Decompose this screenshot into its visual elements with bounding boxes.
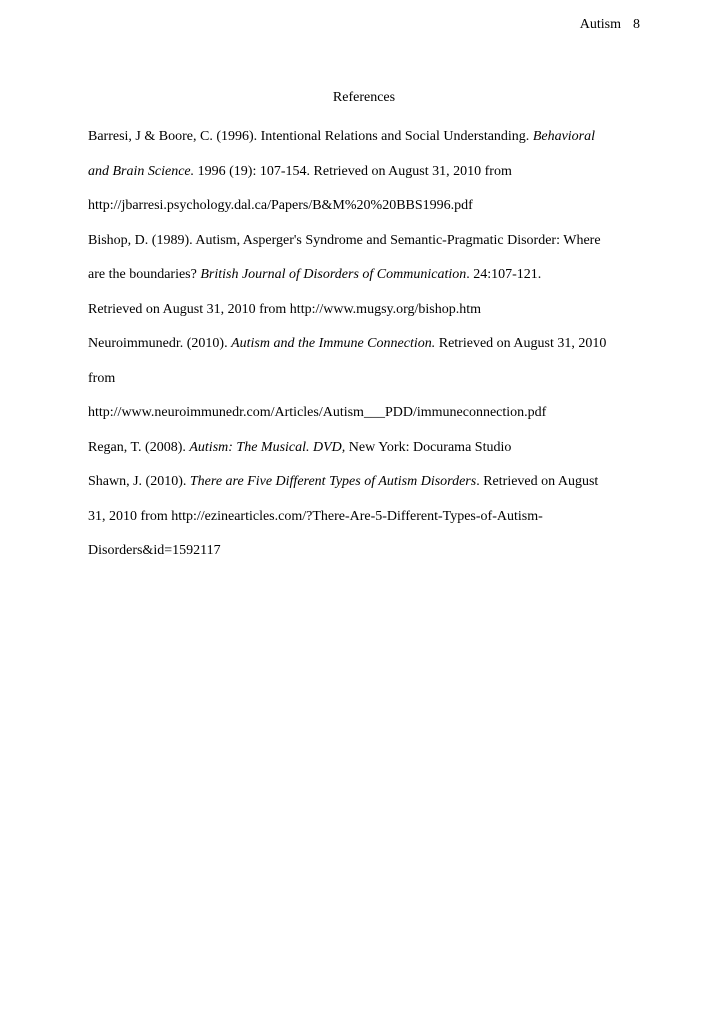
- reference-line: [88, 500, 643, 535]
- reference-text: . Retrieved on August: [476, 474, 599, 489]
- italic-text: Behavioral: [532, 129, 596, 144]
- reference-line: [88, 534, 643, 569]
- reference-line: [88, 431, 643, 466]
- reference-text: Regan, T. (2008).: [88, 439, 190, 455]
- reference-text: http://www.neuroimmunedr.com/Articles/Autism___PDD/immuneconnection.pdf: [88, 405, 547, 420]
- reference-text: Barresi, J & Boore, C. (1996). Intentional Relations and Social Understanding.: [88, 129, 533, 144]
- italic-text: There are Five Different Types of Autism Disorders: [189, 474, 477, 489]
- reference-text: from: [88, 370, 116, 386]
- reference-text: Neuroimmunedr. (2010).: [88, 336, 232, 351]
- italic-text: Autism and the Immune Connection.: [231, 336, 436, 351]
- reference-text: New York: Docurama Studio: [345, 439, 512, 455]
- reference-text: http://jbarresi.psychology.dal.ca/Papers/B&M%20%20BBS1996.pdf: [88, 198, 473, 213]
- italic-text: British Journal of Disorders of Communication: [200, 267, 467, 282]
- reference-text: Retrieved on August 31, 2010: [435, 336, 607, 351]
- italic-text: Autism: The Musical. DVD,: [189, 439, 346, 455]
- reference-line: [88, 362, 643, 397]
- running-head: [580, 15, 640, 35]
- reference-text: 31, 2010 from http://ezinearticles.com/?There-Are-5-Different-Types-of-Autism-: [88, 508, 543, 524]
- running-title: Autism: [579, 17, 621, 32]
- page-number: 8: [633, 17, 640, 32]
- reference-entry: [88, 224, 643, 328]
- reference-text: . 24:107-121.: [466, 267, 542, 282]
- reference-text: Retrieved on August 31, 2010 from http://www.mugsy.org/bishop.htm: [88, 301, 482, 317]
- italic-text: and Brain Science.: [88, 163, 195, 179]
- reference-text: 1996 (19): 107-154. Retrieved on August 31, 2010 from: [194, 163, 512, 179]
- reference-line: [88, 327, 643, 362]
- reference-line: [88, 155, 643, 190]
- reference-line: [88, 258, 643, 293]
- reference-line: [88, 120, 643, 155]
- references-heading: References: [332, 90, 396, 105]
- reference-line: [88, 396, 643, 431]
- reference-list: [88, 120, 643, 569]
- reference-text: are the boundaries?: [88, 267, 201, 282]
- reference-entry: [88, 431, 643, 466]
- reference-line: [88, 189, 643, 224]
- reference-entry: [88, 327, 643, 431]
- reference-entry: [88, 465, 643, 569]
- reference-entry: [88, 120, 643, 224]
- reference-line: [88, 224, 643, 259]
- reference-text: Bishop, D. (1989). Autism, Asperger's Syndrome and Semantic-Pragmatic Disorder: Where: [88, 232, 601, 248]
- reference-line: [88, 293, 643, 328]
- reference-line: [88, 465, 643, 500]
- reference-text: Shawn, J. (2010).: [88, 474, 190, 489]
- reference-text: Disorders&id=1592117: [88, 543, 221, 558]
